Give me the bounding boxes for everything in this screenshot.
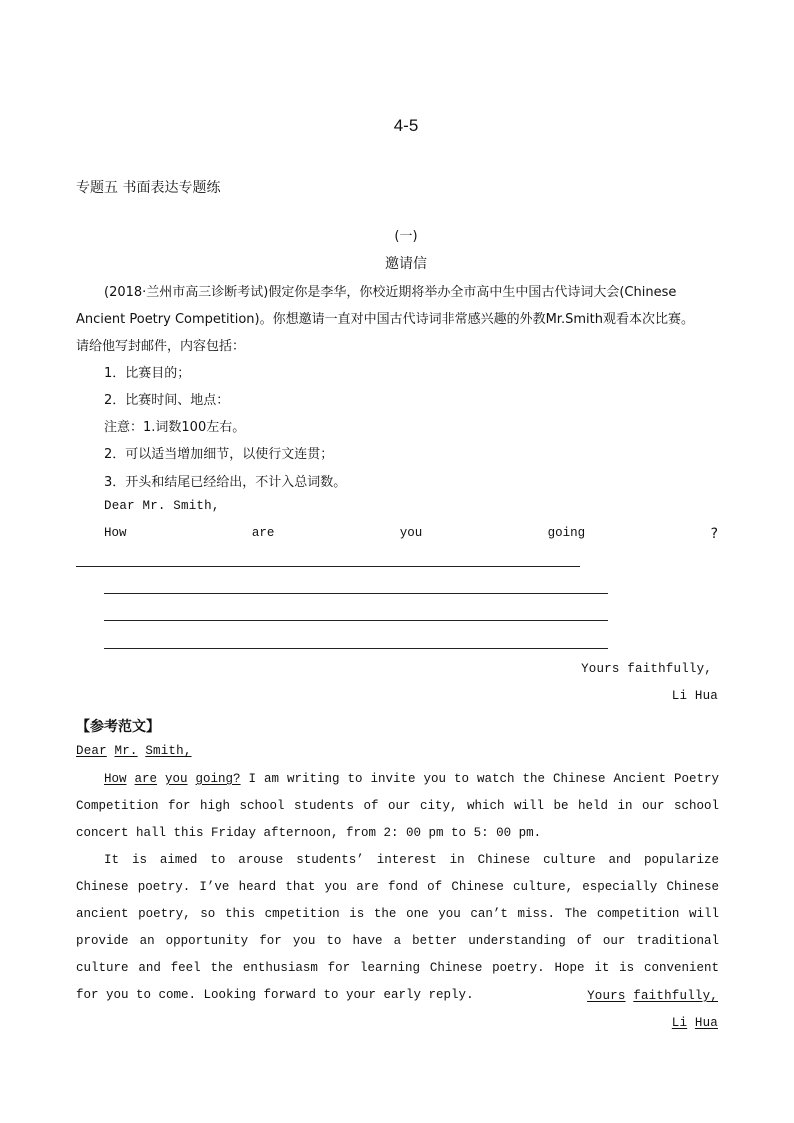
sample-paragraph-1 [76,766,719,847]
writing-line [104,620,608,621]
opening-word: going [547,526,586,540]
prompt-line-1: (2018·兰州市高三诊断考试)假定你是李华，你校近期将举办全市高中生中国古代诗词大会(Chinese [104,285,677,300]
letter-greeting: Dear Mr. Smith, [104,499,220,513]
sample-greeting-word: Mr. [114,744,138,758]
writing-line [104,593,608,594]
letter-closing: Yours faithfully, [581,662,712,676]
sample-paragraph-2: It is aimed to arouse students’ interest in Chinese culture and popularize Chinese poetry. I’ve heard that you are fond of Chinese culture, especially Chinese ancient poetry, so this cmpetition is the one you can’t miss. The competition will provide an opportunity for you to have a better understanding of our traditional culture and feel the enthusiasm for learning Chinese poetry. Hope it is convenient for you to come. Looking forward to your early reply. [76,853,719,1002]
sample-opening-word: going? [195,772,241,786]
sample-signature-word: Hua [694,1016,718,1030]
note-item: 2．可以适当增加细节，以使行文连贯； [104,447,334,462]
writing-line [104,648,608,649]
sample-opening-word: How [104,772,127,786]
sample-signature [672,1016,718,1030]
sample-closing-word: Yours [587,989,626,1003]
letter-opening-row [104,526,718,542]
note-item: 3．开头和结尾已经给出，不计入总词数。 [104,475,347,490]
sample-signature-word: Li [671,1016,688,1030]
opening-word: are [251,526,275,540]
sample-closing [587,989,718,1003]
note-item: 注意：1.词数100左右。 [104,420,246,435]
writing-line [76,566,580,567]
sample-greeting-word: Smith, [145,744,192,758]
sample-opening-word: are [134,772,158,786]
sample-closing-word: faithfully, [633,989,718,1003]
opening-question-mark: ? [710,526,718,542]
prompt-line-2: Ancient Poetry Competition)。你想邀请一直对中国古代诗词非常感兴趣的外教Mr.Smith观看本次比赛。 [76,312,694,327]
opening-word: you [399,526,423,540]
letter-signature: Li Hua [671,689,718,703]
content-point: 2．比赛时间、地点： [104,393,230,408]
opening-word: How [104,526,127,540]
page-number: 4-5 [393,116,419,135]
sample-greeting [76,744,192,758]
sample-heading: 【参考范文】 [76,719,160,735]
sample-greeting-word: Dear [76,744,107,758]
prompt-line-3: 请给他写封邮件，内容包括： [76,339,246,354]
content-point: 1．比赛目的； [104,366,191,381]
task-title: 邀请信 [385,256,427,272]
sample-opening-word: you [165,772,188,786]
sample-paragraph-1-text: I am writing to invite you to watch the Chinese Ancient Poetry Competition for high school students of our city, which will be held in our school concert hall this Friday afternoon, from 2: 00 pm to 5: 00 pm. [76,772,719,840]
part-number: (一) [394,229,418,244]
section-title: 专题五 书面表达专题练 [76,180,221,196]
